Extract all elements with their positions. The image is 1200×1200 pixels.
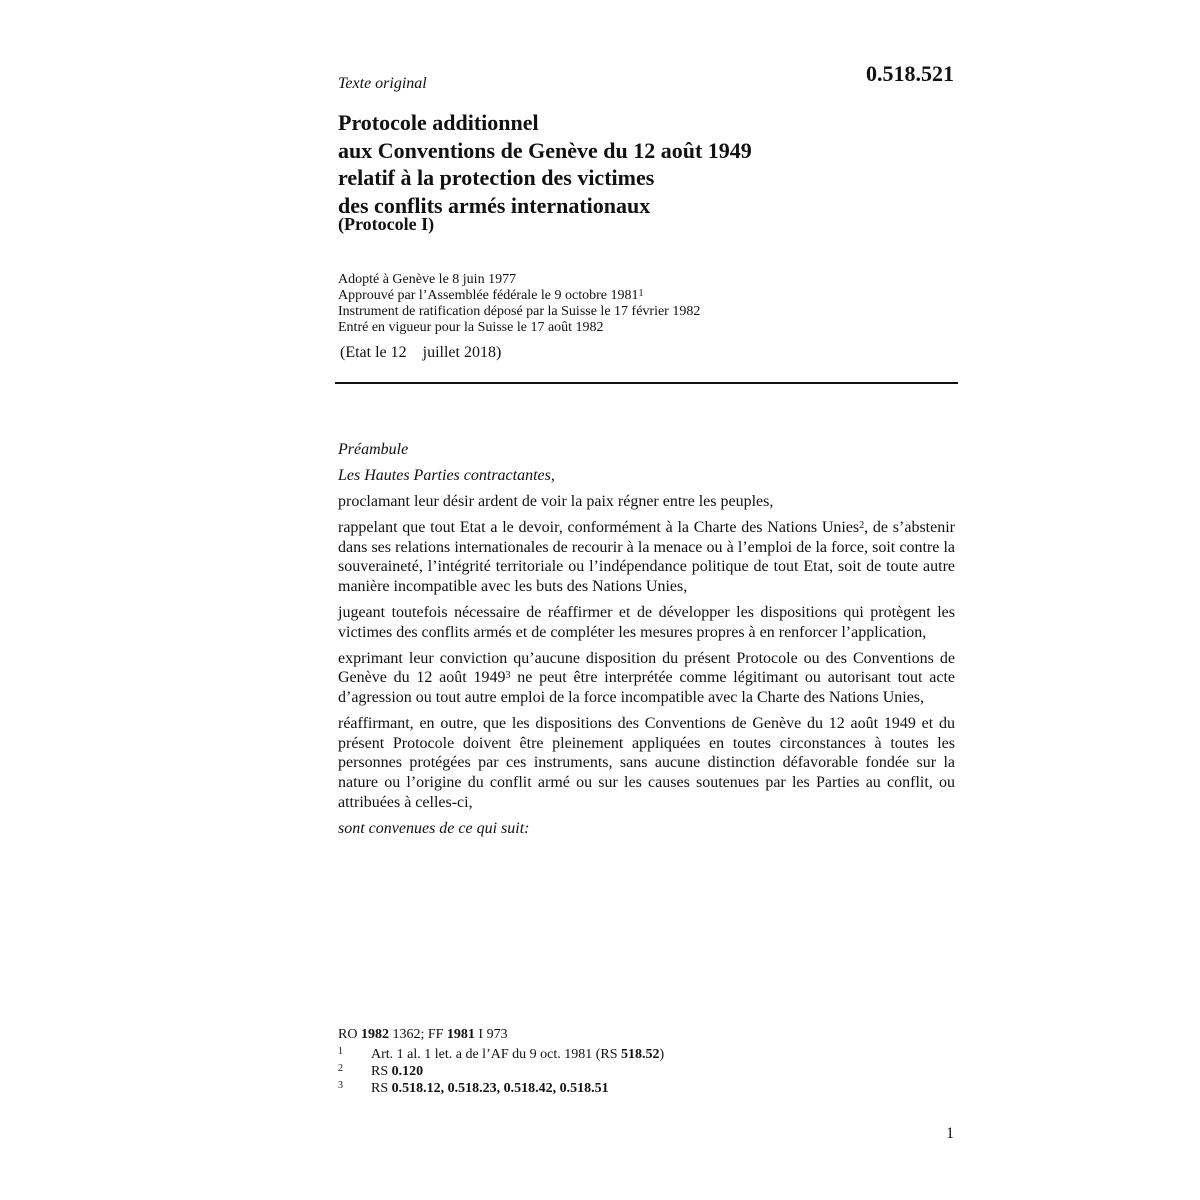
adopted-line: Adopté à Genève le 8 juin 1977	[338, 272, 517, 287]
approved-line	[338, 288, 700, 304]
footnote-2	[338, 1064, 423, 1080]
footnote-number: 1	[338, 1046, 343, 1057]
footnote-after: )	[659, 1047, 665, 1062]
title-line: Protocole additionnel	[338, 110, 539, 135]
document-metadata	[338, 272, 700, 336]
title-line: des conflits armés internationaux	[338, 192, 651, 218]
original-text-label: Texte original	[338, 75, 427, 92]
title-line: relatif à la protection des victimes	[338, 165, 655, 190]
footnote-ref[interactable]: 2	[859, 520, 865, 532]
header-divider	[335, 382, 958, 384]
footnote-bold[interactable]: 0.518.12, 0.518.23, 0.518.42, 0.518.51	[391, 1081, 609, 1096]
approved-text: Approuvé par l’Assemblée fédérale le 9 octobre 1981	[338, 288, 639, 303]
footnote-number: 2	[338, 1063, 343, 1074]
paragraph	[338, 518, 955, 596]
ro-page: 1362; FF	[388, 1027, 447, 1042]
parties-line: Les Hautes Parties contractantes,	[338, 467, 555, 485]
state-date: (Etat le 12 juillet 2018)	[340, 344, 502, 361]
ff-page: I 973	[474, 1027, 508, 1042]
paragraph	[338, 649, 955, 708]
paragraph-text: , de s’abstenir dans ses relations internationales de recourir à la menace ou à l’emploi de la force, soit contre la souveraineté, l’intégrité territoriale ou l’indépendance politique de tout Etat, soit de toute autre manière incompatible avec les buts des Nations Unies,	[338, 519, 955, 596]
title-line: aux Conventions de Genève du 12 août 1949	[338, 137, 752, 163]
footnote-3	[338, 1081, 609, 1097]
paragraph: proclamant leur désir ardent de voir la paix régner entre les peuples,	[338, 493, 774, 511]
paragraph-text: exprimant leur conviction qu’aucune disposition du présent Protocole ou des Conventions de Genève du 12 août 1949	[338, 649, 955, 687]
ratification-line: Instrument de ratification déposé par la Suisse le 17 février 1982	[338, 304, 701, 319]
ff-year: 1981	[446, 1027, 475, 1042]
preamble-body	[338, 440, 955, 845]
footnote-text: RS	[371, 1081, 392, 1096]
paragraph-text: rappelant que tout Etat a le devoir, conformément à la Charte des Nations Unies	[338, 519, 860, 537]
footnote-bold[interactable]: 0.120	[391, 1064, 424, 1079]
paragraph-text: ne peut être interprétée comme légitimant ou autorisant tout acte d’agression ou tout autre emploi de la force incompatible avec la Charte des Nations Unies,	[338, 669, 955, 707]
paragraph: réaffirmant, en outre, que les dispositions des Conventions de Genève du 12 août 1949 et du présent Protocole doivent être pleinement appliquées en toutes circonstances à toutes les personnes protégées par ces instruments, sans aucune distinction défavorable fondée sur la nature ou l’origine du conflit armé ou sur les causes soutenues par les Parties au conflit, ou attribuées à celles-ci,	[338, 715, 955, 811]
footnote-1	[338, 1047, 664, 1063]
ro-year: 1982	[360, 1027, 389, 1042]
footnote-ref[interactable]: 3	[505, 670, 511, 682]
document-number: 0.518.521	[866, 61, 954, 86]
in-force-line: Entré en vigueur pour la Suisse le 17 août 1982	[338, 320, 604, 335]
ro-prefix: RO	[338, 1027, 358, 1042]
preamble-heading: Préambule	[338, 441, 409, 458]
closing-line: sont convenues de ce qui suit:	[338, 819, 530, 837]
footnote-text: RS	[371, 1064, 392, 1079]
document-title	[338, 109, 752, 219]
footnote-bold[interactable]: 518.52	[621, 1047, 660, 1062]
document-subtitle: (Protocole I)	[338, 214, 435, 234]
footnote-ref[interactable]: 1	[638, 288, 644, 299]
paragraph: jugeant toutefois nécessaire de réaffirmer et de développer les dispositions qui protègent les victimes des conflits armés et de compléter les mesures propres à en renforcer l’application,	[338, 604, 955, 641]
footnote-text: Art. 1 al. 1 let. a de l’AF du 9 oct. 1981 (RS	[371, 1047, 622, 1062]
footnote-number: 3	[338, 1080, 343, 1091]
publication-reference	[338, 1027, 508, 1043]
page-number: 1	[946, 1125, 954, 1142]
